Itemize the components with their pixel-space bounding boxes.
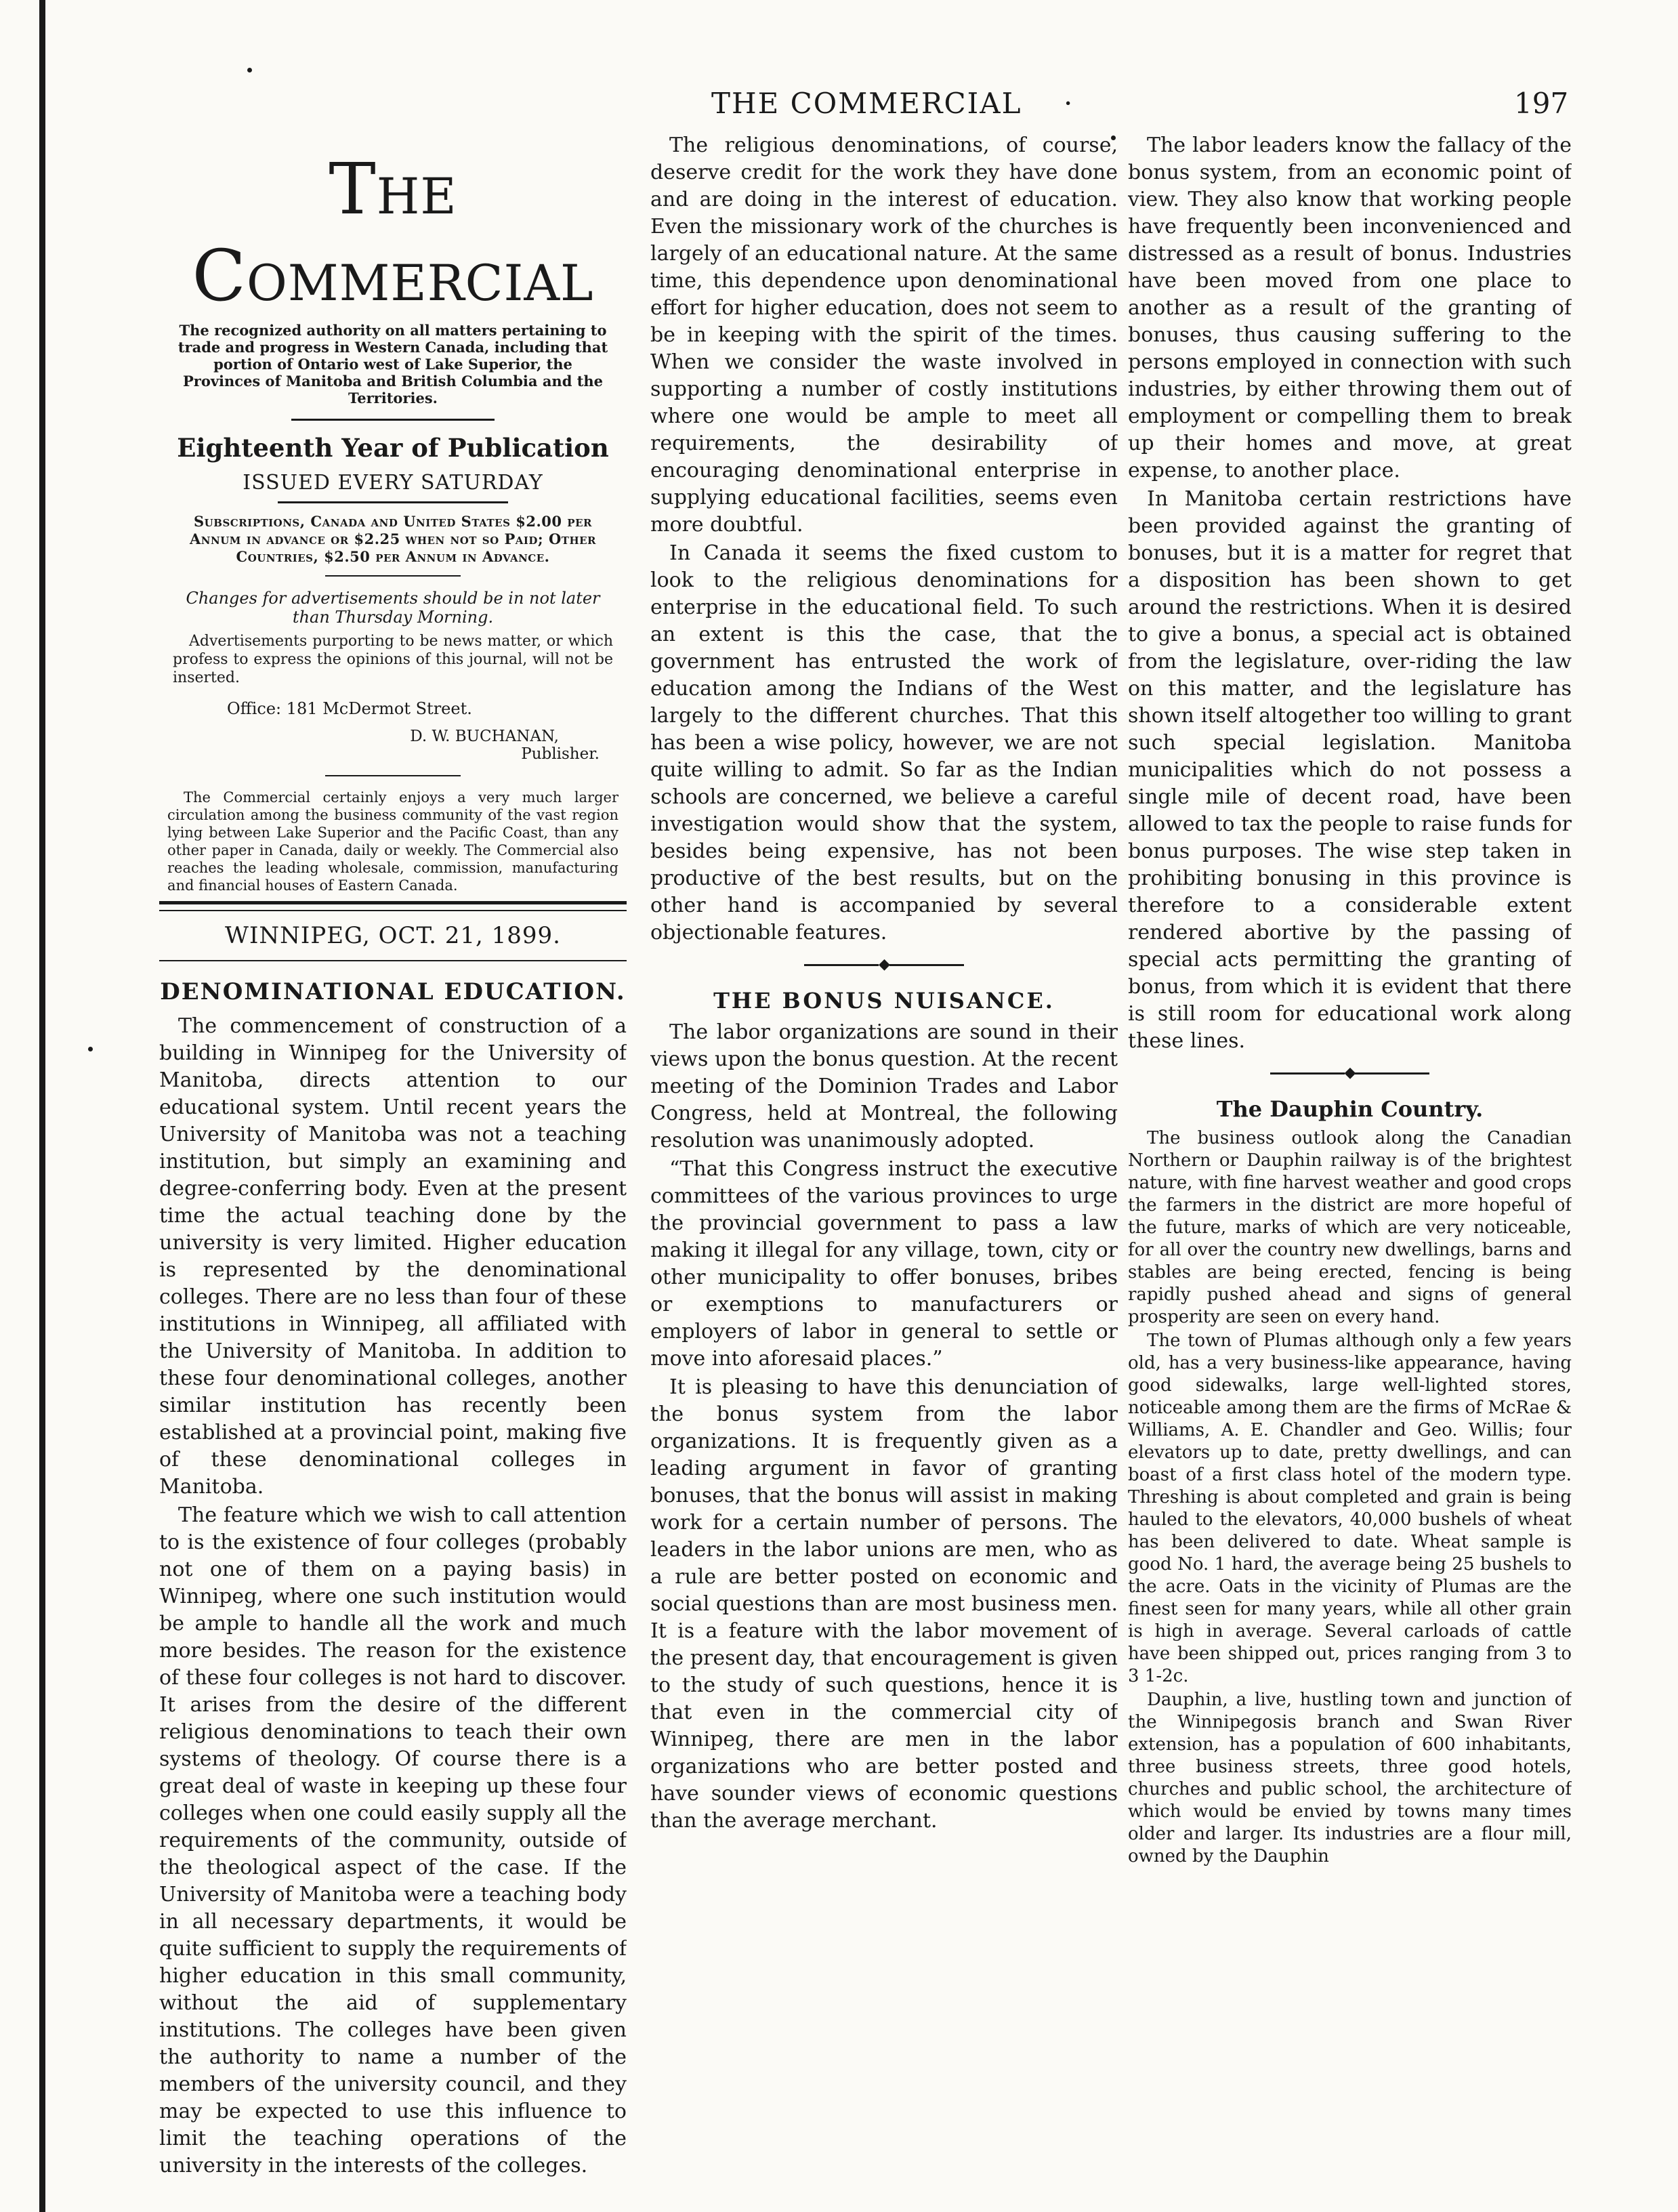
article-paragraph: In Canada it seems the fixed custom to look to the religious denominations for enterprise in the educational field. To such an extent is this the case, that the government has entrusted the work of education among the Indians of the West largely to the different churches. That this has been a wise policy, however, we are not quite willing to admit. So far as the Indian schools are concerned, we believe a careful investigation would show that the system, besides being expensive, has not been productive of the best results, but on the other hand is accompanied by several objectionable features. bbox=[650, 541, 1118, 944]
publisher-name-text: D. W. BUCHANAN, bbox=[410, 728, 559, 745]
masthead-title: The Commercial bbox=[192, 148, 594, 317]
article-paragraph: The religious denominations, of course, deserve credit for the work they have done and are doing in the interest of education. Even the missionary work of the churches is largely of an educational nature. At the same time, this dependence upon denominational effort for higher education, does not seem to be in keeping with the spirit of the times. When we consider the waste involved in supporting a number of costly institutions where one would be ample to meet all requirements, the desirability of encouraging denominational enterprise in supplying educational facilities, seems even more doubtful. bbox=[650, 133, 1118, 537]
office-address: Office: 181 McDermot Street. bbox=[227, 699, 472, 718]
advertisement-note: Advertisements purporting to be news matter, or which profess to express the opinions of this journal, will not be inserted. bbox=[173, 633, 613, 686]
speck bbox=[88, 1047, 93, 1051]
running-head-mark: · bbox=[1064, 87, 1073, 120]
speck bbox=[247, 68, 252, 72]
publication-year: Eighteenth Year of Publication bbox=[177, 433, 609, 463]
divider bbox=[325, 575, 461, 577]
publisher-title: Publisher. bbox=[521, 745, 600, 763]
circulation-note: The Commercial certainly enjoys a very much larger circulation among the business community of the vast region lying between Lake Superior and the Pacific Coast, than any other paper in Canada, daily or weekly. The Commercial also reaches the leading wholesale, commission, manufacturing and financial houses of Eastern Canada. bbox=[167, 789, 618, 894]
dateline: WINNIPEG, OCT. 21, 1899. bbox=[225, 922, 561, 949]
page-number: 197 bbox=[1514, 87, 1569, 120]
column-1 bbox=[159, 146, 627, 2185]
issued-line: ISSUED EVERY SATURDAY bbox=[243, 471, 543, 495]
section-ornament: ◆ bbox=[650, 956, 1118, 973]
article-paragraph: Dauphin, a live, hustling town and junction of the Winnipegosis branch and Swan River extension, has a population of 600 inhabitants, three business streets, three good hotels, churches and public school, the architecture of which would be envied by towns many times older and larger. Its industries are a flour mill, owned by the Dauphin bbox=[1128, 1690, 1572, 1866]
divider bbox=[325, 775, 461, 776]
column-2 bbox=[650, 132, 1118, 2171]
changes-note: Changes for advertisements should be in not later than Thursday Morning. bbox=[186, 589, 600, 627]
article-paragraph: The labor leaders know the fallacy of the bonus system, from an economic point of view. They also know that working people have frequently been inconvenienced and distressed as a result of bonus. Industries have been moved from one place to another as a result of the granting of bonuses, thus causing suffering to the persons employed in connection with such industries, by either throwing them out of employment or compelling them to break up their homes and move, at great expense, to another place. bbox=[1128, 133, 1572, 482]
dateline-rule bbox=[159, 960, 627, 961]
article-paragraph: The feature which we wish to call attention to is the existence of four colleges (probably not one of them on a paying basis) in Winnipeg, where one such institution would be ample to handle all the work and much more besides. The reason for the existence of these four colleges is not hard to discover. It arises from the desire of the different religious denominations to teach their own systems of theology. Of course there is a great deal of waste in keeping up these four colleges when one could easily supply all the requirements of the community, outside of the theological aspect of the case. If the University of Manitoba were a teaching body in all necessary departments, it would be quite sufficient to supply the requirements of higher education in this small community, without the aid of supplementary institutions. The colleges have been given the authority to name a number of the members of the university council, and they may be expected to use this influence to limit the teaching operations of the university in the interests of the colleges. bbox=[159, 1503, 627, 2177]
article-title-bonus-nuisance: THE BONUS NUISANCE. bbox=[713, 988, 1055, 1014]
article-paragraph: The town of Plumas although only a few years old, has a very business-like appearance, having good sidewalks, large well-lighted stores, noticeable among them are the firms of McRae & Williams, A. E. Chandler and Geo. Willis; four elevators up to date, pretty dwellings, and can boast of a first class hotel of the modern type. Threshing is about completed and grain is being hauled to the elevators, 40,000 bushels of wheat has been delivered to date. Wheat sample is good No. 1 hard, the average being 25 bushels to the acre. Oats in the vicinity of Plumas are the finest seen for many years, while all other grain is high in average. Several carloads of cattle have been shipped out, prices ranging from 3 to 3 1-2c. bbox=[1128, 1331, 1572, 1686]
masthead-subtitle: The recognized authority on all matters pertaining to trade and progress in Western Canada, including that portion of Ontario west of Lake Superior, the Provinces of Manitoba and British Columbia and the Territories. bbox=[177, 322, 608, 406]
article-paragraph: “That this Congress instruct the executive committees of the various provinces to urge the provincial government to pass a law making it illegal for any village, town, city or other municipality to offer bonuses, bribes or exemptions to manufacturers or employers of labor in general to settle or move into aforesaid places.” bbox=[650, 1157, 1118, 1371]
subscription-rates: Subscriptions, Canada and United States $2.00 per Annum in advance or $2.25 when not so Paid; Other Countries, $2.50 per Annum in Advance. bbox=[189, 513, 597, 565]
article-title-dauphin-country: The Dauphin Country. bbox=[1216, 1096, 1484, 1122]
article-title-denominational-education: DENOMINATIONAL EDUCATION. bbox=[160, 978, 626, 1005]
article-paragraph: The labor organizations are sound in their views upon the bonus question. At the recent meeting of the Dominion Trades and Labor Congress, held at Montreal, the following resolution was unanimously adopted. bbox=[650, 1020, 1118, 1152]
publisher-name bbox=[159, 728, 600, 763]
column-3 bbox=[1128, 132, 1572, 2171]
article-paragraph: The business outlook along the Canadian Northern or Dauphin railway is of the brightest nature, with fine harvest weather and good crops the farmers in the district are more hopeful of the future, marks of which are very noticeable, for all over the country new dwellings, barns and stables are being erected, fencing is being rapidly pushed ahead and signs of general prosperity are seen on every hand. bbox=[1128, 1128, 1572, 1327]
divider bbox=[291, 419, 495, 421]
masthead-rule bbox=[159, 901, 627, 904]
section-ornament: ◆ bbox=[1128, 1064, 1572, 1081]
page-binding-edge bbox=[39, 0, 45, 2212]
running-head: THE COMMERCIAL bbox=[711, 87, 1022, 120]
masthead-rule-thin bbox=[159, 910, 627, 911]
dauphin-article-body bbox=[1128, 1127, 1572, 1868]
article-paragraph: It is pleasing to have this denunciation of the bonus system from the labor organizations. It is frequently given as a leading argument in favor of granting bonuses, that the bonus will assist in making work for a certain number of persons. The leaders in the labor unions are men, who as a rule are better posted on economic and social questions than are most business men. It is a feature with the labor movement of the present day, that encouragement is given to the study of such questions, hence it is that even in the commercial city of Winnipeg, there are men in the labor organizations who are better posted and have sounder views of economic questions than the average merchant. bbox=[650, 1375, 1118, 1833]
article-paragraph: In Manitoba certain restrictions have been provided against the granting of bonuses, but it is a matter for regret that a disposition has been shown to get around the restrictions. When it is desired to give a bonus, a special act is obtained from the legislature, over-riding the law on this matter, and the legislature has shown itself altogether too willing to grant such special legislation. Manitoba municipalities which do not possess a single mile of decent road, have been allowed to tax the people to raise funds for bonus purposes. The wise step taken in prohibiting bonusing in this province is therefore to a considerable extent rendered abortive by the passing of special acts permitting the granting of bonus, from which it is evident that there is still room for educational work along these lines. bbox=[1128, 487, 1572, 1053]
divider bbox=[278, 501, 508, 503]
article-paragraph: The commencement of construction of a building in Winnipeg for the University of Manitoba, directs attention to our educational system. Until recent years the University of Manitoba was not a teaching institution, but simply an examining and degree-conferring body. Even at the present time the actual teaching done by the university is very limited. Higher education is represented by the denominational colleges. There are no less than four of these institutions in Winnipeg, all affiliated with the University of Manitoba. In addition to these four denominational colleges, another similar institution has recently been established at a provincial point, making five of these denominational colleges in Manitoba. bbox=[159, 1014, 627, 1499]
